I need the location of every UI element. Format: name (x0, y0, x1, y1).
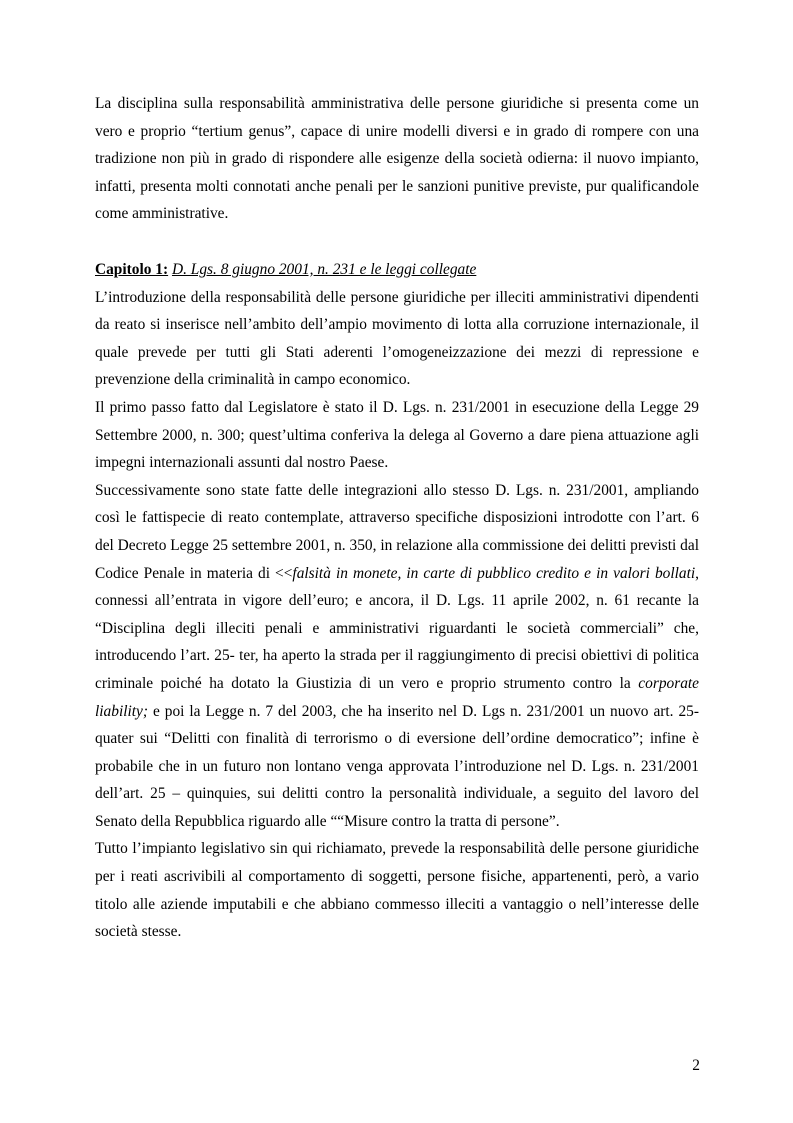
chapter-heading (95, 256, 699, 284)
chapter-paragraph-3 (95, 477, 699, 836)
intro-paragraph: La disciplina sulla responsabilità amministrativa delle persone giuridiche si presenta come un vero e proprio “tertium genus”, capace di unire modelli diversi e in grado di rompere con una tradizione non più in grado di rispondere alle esigenze della società odierna: il nuovo impianto, infatti, presenta molti connotati anche penali per le sanzioni punitive previste, pur qualificandole come amministrative. (95, 95, 699, 223)
paragraph-3-text-b: , connessi all’entrata in vigore dell’euro; e ancora, il D. Lgs. 11 aprile 2002, n. 61 recante la “Disciplina degli illeciti penali e amministrativi riguardanti le società commerciali” che, introducendo l’art. 25- ter, ha aperto la strada per il raggiungimento di precisi obiettivi di politica criminale poiché ha dotato la Giustizia di un vero e proprio strumento contro la (95, 564, 699, 692)
paragraph-3-text-c: e poi la Legge n. 7 del 2003, che ha inserito nel D. Lgs n. 231/2001 un nuovo art. 25-quater sui “Delitti con finalità di terrorismo o di eversione dell’ordine democratico”; infine è probabile che in un futuro non lontano venga approvata l’introduzione nel D. Lgs. n. 231/2001 dell’art. 25 – quinquies, sui delitti contro la personalità individuale, a seguito del lavoro del Senato della Repubblica riguardo alle ““Misure contro la tratta di persone”. (95, 702, 699, 830)
chapter-title: D. Lgs. 8 giugno 2001, n. 231 e le leggi collegate (171, 261, 477, 278)
paragraph-3-text-a: Successivamente sono state fatte delle integrazioni allo stesso D. Lgs. n. 231/2001, ampliando così le fattispecie di reato contemplate, attraverso specifiche disposizioni introdotte con l’art. 6 del Decreto Legge 25 settembre 2001, n. 350, in relazione alla commissione dei delitti previsti dal Codice Penale in materia di << (95, 481, 699, 582)
chapter-paragraph-2: Il primo passo fatto dal Legislatore è stato il D. Lgs. n. 231/2001 in esecuzione della Legge 29 Settembre 2000, n. 300; quest’ultima conferiva la delega al Governo a dare piena attuazione agli impegni internazionali assunti dal nostro Paese. (95, 398, 699, 472)
chapter-paragraph-4: Tutto l’impianto legislativo sin qui richiamato, prevede la responsabilità delle persone giuridiche per i reati ascrivibili al comportamento di soggetti, persone fisiche, appartenenti, però, a vario titolo alle aziende imputabili e che abbiano commesso illeciti a vantaggio o nell’interesse delle società stesse. (95, 840, 699, 941)
chapter-paragraph-1: L’introduzione della responsabilità delle persone giuridiche per illeciti amministrativi dipendenti da reato si inserisce nell’ambito dell’ampio movimento di lotta alla corruzione internazionale, il quale prevede per tutti gli Stati aderenti l’omogeneizzazione dei mezzi di repressione e prevenzione della criminalità in campo economico. (95, 288, 699, 389)
chapter-label: Capitolo 1: (95, 261, 169, 278)
paragraph-3-italic-corporate-liability: corporate liability; (95, 674, 699, 720)
intro-section (95, 90, 699, 228)
page-number: 2 (692, 1057, 700, 1074)
chapter-section (95, 256, 699, 946)
paragraph-3-italic-falsita: falsità in monete, in carte di pubblico credito e in valori bollati (292, 564, 696, 582)
